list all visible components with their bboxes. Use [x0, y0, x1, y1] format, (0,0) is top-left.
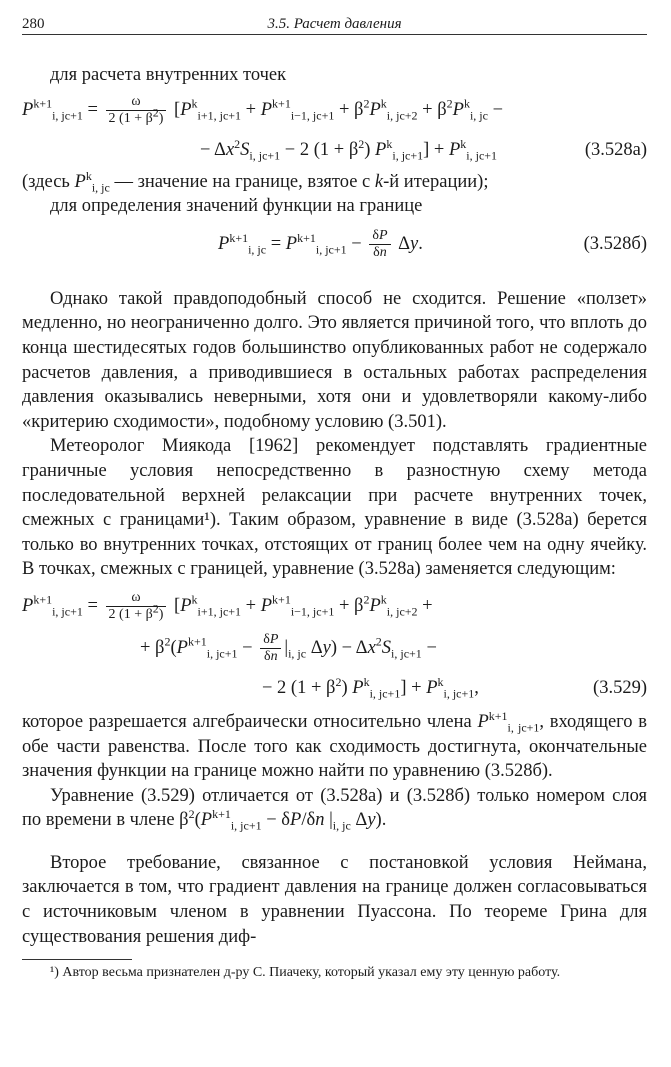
footnote: ¹) Автор весьма признателен д-ру С. Пиачеку, который указал ему эту ценную работу.	[50, 965, 561, 981]
page-header	[22, 12, 647, 35]
footnote-separator	[22, 959, 132, 960]
para-miyakoda: Метеоролог Миякода [1962] рекомендует подставлять градиентные граничные условия непосредственно в разностную схему метода последовательной верхней релаксации при расчете внутренних точек, смежных с границами¹). Таким образом, уравнение в виде (3.528а) берется только во внутренних точках, отстоящих от границ более чем на одну ячейку. В точках, смежных с границей, уравнение (3.528а) заменяется следующим:	[22, 436, 647, 580]
para-boundary-values: для определения значений функции на границе	[50, 196, 423, 217]
para-convergence: Однако такой правдоподобный способ не сходится. Решение «ползет» медленно, но неограниченно долго. Это является причиной того, что вплоть до конца шестидесятых годов большинство опубликованных работ не содержало расчетов давления, а приводившиеся в остальных работах распределения давления оказывались неверными, хотя они и удовлетворяли какому-либо «критерию сходимости», подобному условию (3.501).	[22, 288, 647, 432]
para-interior-points: для расчета внутренних точек	[50, 65, 287, 85]
equation-number-3528b: (3.528б)	[583, 233, 647, 254]
para-algebraic: которое разрешается алгебраически относительно члена $P^{k+1}_{i, jc+1}$, входящего в обе части равенства. После того как сходимость достигнута, окончательные значения функции на границе можно найти по уравнению (3.528б).	[22, 708, 647, 782]
equation-number-3529: (3.529)	[593, 677, 647, 698]
equation-3529-line1: $P^{k+1}_{i, jc+1}$ = $\frac{\omega}{2 (1 + \beta^2)}$ [$P^k_{i+1, jc+1} + P^{k+1}_{i-1, jc+1} + \beta^2P^k_{i, jc+2}$ +	[22, 589, 433, 622]
para-time-layer: Уравнение (3.529) отличается от (3.528а) и (3.528б) только номером слоя по времени в члене $\beta^2(P^{k+1}_{i, jc+1} - \delta P/\delta n$ $|_{i, jc}$ Δy).	[22, 785, 647, 833]
running-title: 3.5. Расчет давления	[267, 16, 402, 32]
equation-3528a-line2: − $\Delta x^2S_{i, jc+1} - 2$ $(1 + \beta^2)$ $P^k_{i, jc+1}] + P^k_{i, jc+1}$ (3.528а)	[200, 136, 647, 163]
para-neumann: Второе требование, связанное с постановкой условия Неймана, заключается в том, что градиент давления на границе должен согласовываться с источниковым членом в уравнении Пуассона. По теореме Грина для существования решения диф-	[22, 852, 647, 947]
equation-3528a	[22, 94, 647, 170]
equation-3529	[22, 590, 647, 710]
para-boundary-note: (здесь $P^k_{i, jc}$ — значение на границе, взятое с k-й итерации);	[22, 168, 489, 195]
equation-3528a-line1: $P^{k+1}_{i, jc+1}$ = $\frac{\omega}{2 (1 + \beta^2)}$ [$P^k_{i+1, jc+1} + P^{k+1}_{i-1, jc+1} + \beta^2P^k_{i, jc+2} + \beta^2P^k_{i, jc}$ −	[22, 93, 504, 126]
equation-3529-line2: + $\beta^2(P^{k+1}_{i, jc+1}$ − $\frac{\delta P}{\delta n}$ $|_{i, jc}$ $\Delta y) - \Delta x^2S_{i, jc+1}$ −	[140, 631, 437, 664]
page-number: 280	[22, 16, 45, 32]
equation-3529-line3: − 2 $(1 + \beta^2)$ $P^k_{i, jc+1}] + P^k_{i, jc+1}$, (3.529)	[262, 674, 647, 701]
equation-number-3528a: (3.528а)	[584, 139, 647, 160]
equation-3528b: $P^{k+1}_{i, jc} = P^{k+1}_{i, jc+1}$ − $\frac{\delta P}{\delta n}$ Δy. (3.528б)	[22, 219, 647, 269]
